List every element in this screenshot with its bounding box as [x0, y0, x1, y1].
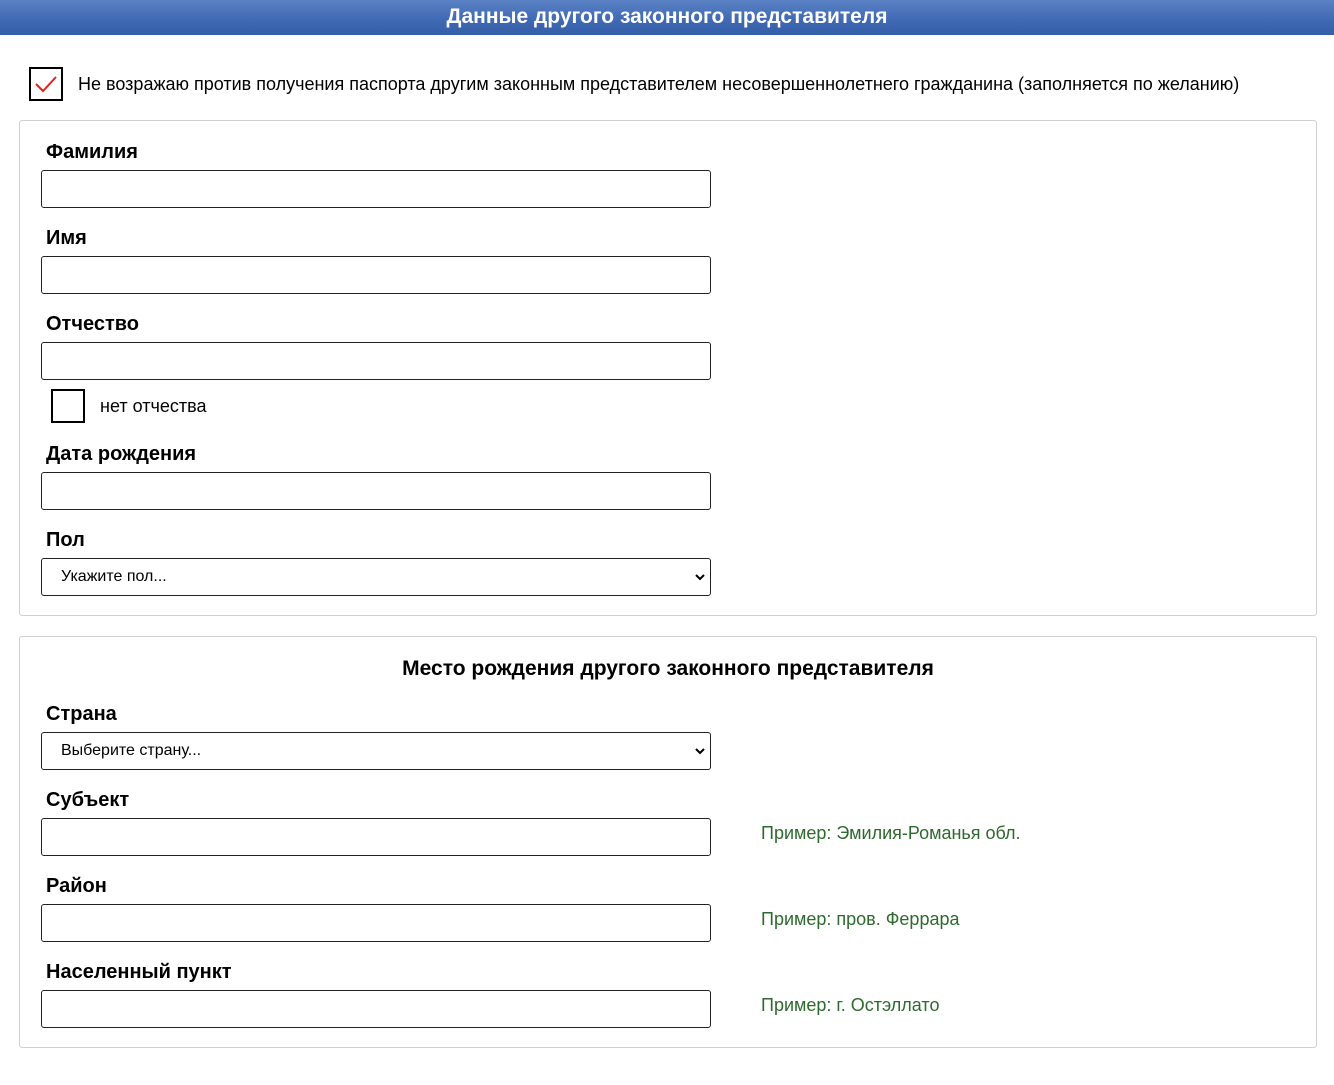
chevron-down-icon: [694, 571, 706, 583]
check-mark-icon: [31, 69, 61, 99]
district-label: Район: [46, 875, 107, 897]
person-panel: [19, 120, 1317, 616]
page-header: Данные другого законного представителя: [0, 0, 1334, 35]
surname-input[interactable]: [41, 170, 711, 208]
no-patronymic-row: [51, 389, 206, 423]
patronymic-label: Отчество: [46, 313, 139, 335]
locality-hint: Пример: г. Остэллато: [761, 995, 940, 1015]
gender-label: Пол: [46, 529, 85, 551]
consent-row: [29, 66, 1239, 102]
country-select[interactable]: [41, 732, 711, 770]
country-select-value: Выберите страну...: [61, 742, 202, 759]
locality-label: Населенный пункт: [46, 961, 232, 983]
birthplace-title: Место рождения другого законного представителя: [402, 657, 934, 680]
gender-select[interactable]: [41, 558, 711, 596]
surname-label: Фамилия: [46, 141, 138, 163]
region-label: Субъект: [46, 789, 130, 811]
chevron-down-icon: [694, 745, 706, 757]
locality-input[interactable]: [41, 990, 711, 1028]
birthdate-label: Дата рождения: [46, 443, 197, 465]
country-label: Страна: [46, 703, 117, 725]
birthplace-panel: [19, 636, 1317, 1048]
region-hint: Пример: Эмилия-Романья обл.: [761, 823, 1021, 843]
birthdate-input[interactable]: [41, 472, 711, 510]
patronymic-input[interactable]: [41, 342, 711, 380]
no-patronymic-label: нет отчества: [100, 395, 207, 416]
region-input[interactable]: [41, 818, 711, 856]
gender-select-value: Укажите пол...: [61, 568, 167, 585]
name-label: Имя: [46, 227, 87, 249]
district-hint: Пример: пров. Феррара: [761, 909, 960, 929]
consent-label: Не возражаю против получения паспорта другим законным представителем несовершеннолетнего гражданина (заполняется по желанию): [78, 73, 1240, 94]
no-patronymic-checkbox[interactable]: [51, 389, 85, 423]
name-input[interactable]: [41, 256, 711, 294]
consent-checkbox[interactable]: [29, 67, 63, 101]
district-input[interactable]: [41, 904, 711, 942]
